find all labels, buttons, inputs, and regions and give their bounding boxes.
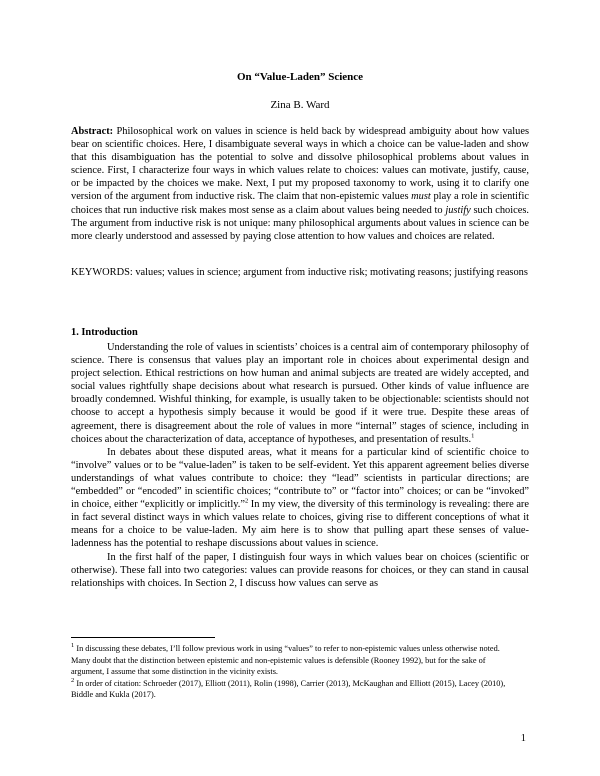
intro-paragraph-1-text: Understanding the role of values in scientists’ choices is a central aim of contemporary philosophy of science. There is consensus that values play an important role in choices about experimental design and project selection. Ethical restrictions on how human and animal subjects are treated are widely accepted, and social values rightfully shape decisions about what research is pursued. Other kinds of value influence are broadly condemned. Wishful thinking, for example, is usually taken to be objectionable: scientists should not choose to accept a hypothesis simply because it would be good if it were true. Despite these areas of agreement, there is disagreement about the role of values in more “internal” stages of science, including in choices about the characterization of data, acceptance of hypotheses, and presentation of results.: [71, 342, 529, 445]
intro-paragraph-2-text-b: In my view, the diversity of this terminology is revealing: there are in fact several distinct ways in which values relate to choices, giving rise to different conceptions of what it means for a choice to be value-laden. My aim here is to show that pulling apart these senses of value-ladenness has the potential to reshape discussions about values in science.: [71, 499, 529, 550]
footnote-ref-1[interactable]: 1: [471, 432, 475, 440]
page-number: 1: [520, 733, 526, 744]
abstract-text-2: play a role in scientific choices that run inductive risk makes most sense as a claim about values being needed to: [71, 191, 530, 216]
abstract-text-3: such choices. The argument from inductive risk is not unique: many philosophical arguments about values in science can be more clearly understood and assessed by paying close attention to how values and choices are related.: [71, 204, 529, 242]
abstract-emphasis-justify: justify: [445, 204, 471, 216]
keywords: KEYWORDS: values; values in science; argument from inductive risk; motivating reasons; justifying reasons: [71, 267, 528, 278]
abstract-emphasis-must: must: [411, 191, 431, 203]
footnote-1-mark: 1: [71, 642, 75, 650]
paper-title: On “Value-Laden” Science: [236, 71, 364, 83]
author-name: Zina B. Ward: [270, 99, 330, 111]
footnotes: [71, 643, 511, 701]
intro-paragraph-3: In the first half of the paper, I distinguish four ways in which values bear on choices (scientific or otherwise). These fall into two categories: values can provide reasons for choices, or they can stand in causal relationships with choices. In Section 2, I discuss how values can serve as: [71, 551, 529, 589]
footnote-2: [71, 678, 511, 701]
footnote-1: [71, 643, 511, 678]
footnote-1-text: In discussing these debates, I’ll follow previous work in using “values” to refer to non-epistemic values unless otherwise noted. Many doubt that the distinction between epistemic and non-epistemic values is defensible (Rooney 1992), but for the sake of argument, I assume that some distinction in the vicinity exists.: [71, 644, 500, 677]
footnote-divider: [71, 637, 215, 638]
intro-paragraph-2-text-a: In debates about these disputed areas, what it means for a particular kind of scientific choice to “involve” values or to be “value-laden” is taken to be self-evident. Yet this apparent agreement belies diverse understandings of what values contribute to choice: they “lead” scientists in particular directions; are “embedded” or “encoded” in scientific choices; “contribute to” or “factor into” choices; or can be “invoked” in choice, either “explicitly or implicitly.”: [71, 446, 529, 511]
abstract-text-1: Philosophical work on values in science is held back by widespread ambiguity about how values bear on scientific choices. Here, I disambiguate several ways in which a choice can be value-laden and show that this disambiguation has the potential to solve and dissolve philosophical problems about values in science. First, I characterize four ways in which values relate to choices: values can motivate, justify, cause, or be impacted by the choices we make. Next, I put my proposed taxonomy to work, using it to clarify one version of the argument from inductive risk. The claim that non-epistemic values: [71, 126, 529, 203]
introduction-body: [71, 341, 529, 590]
abstract: [71, 125, 529, 243]
intro-paragraph-1: [71, 341, 529, 446]
section-heading-introduction: 1. Introduction: [71, 327, 138, 338]
footnote-2-mark: 2: [71, 677, 75, 685]
intro-paragraph-2: [71, 446, 529, 551]
footnote-ref-2[interactable]: 2: [244, 497, 249, 505]
footnote-2-text: In order of citation: Schroeder (2017), Elliott (2011), Rolin (1998), Carrier (2013), McKaughan and Elliott (2015), Lacey (2010), Biddle and Kukla (2017).: [71, 678, 506, 700]
abstract-label: Abstract:: [71, 126, 114, 137]
